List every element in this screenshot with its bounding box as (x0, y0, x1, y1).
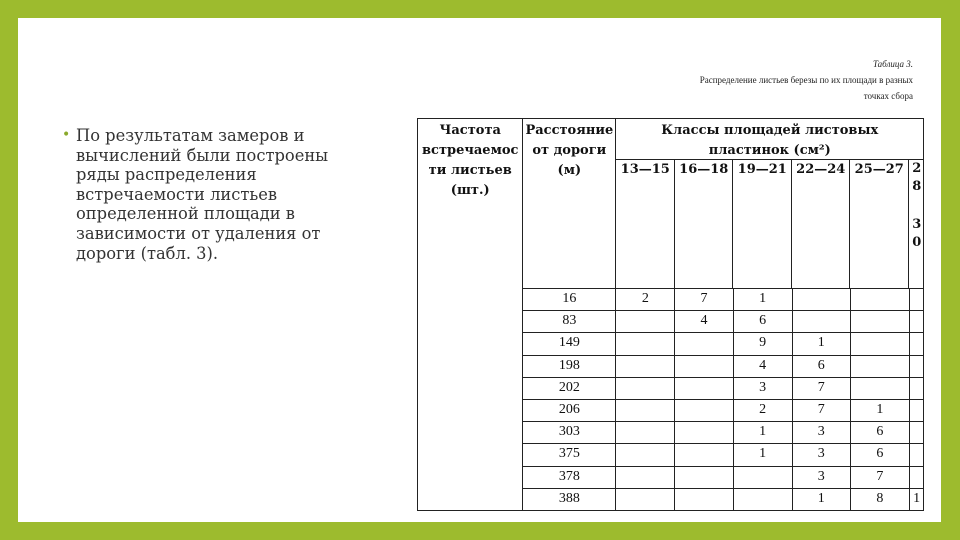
bullet-text: По результатам замеров и вычислений были построены ряды распределения встречаемости листьев определенной площади в зависимости от удаления от дороги (табл. 3). (76, 126, 329, 263)
table-cell: 1 (851, 399, 909, 421)
table-cell (616, 421, 674, 443)
header-distance: Расстояние от дороги (м) (523, 119, 616, 289)
table-cell (616, 488, 674, 510)
table-cell (675, 355, 732, 377)
distribution-table (417, 118, 924, 511)
table-cell (910, 355, 923, 377)
table-cell: 378 (523, 466, 615, 488)
table-cell (734, 488, 792, 510)
table-cell: 202 (523, 377, 615, 399)
table-cell: 6 (851, 443, 909, 465)
bullet-paragraph (62, 126, 376, 263)
class-label: 19—21 (733, 160, 792, 288)
table-cell: 375 (523, 443, 615, 465)
column-19-21 (733, 289, 792, 511)
table-cell (616, 310, 674, 332)
table-cell (851, 289, 909, 310)
table-cell: 7 (793, 399, 850, 421)
slide (18, 18, 941, 522)
table-cell: 3 (793, 443, 850, 465)
table-cell (851, 332, 909, 354)
table-cell: 2 (734, 399, 792, 421)
table-cell (793, 310, 850, 332)
table-cell: 1 (734, 421, 792, 443)
table-cell (616, 466, 674, 488)
table-cell (793, 289, 850, 310)
column-22-24 (792, 289, 850, 511)
table-cell: 1 (910, 488, 923, 510)
table-cell (910, 421, 923, 443)
table-cell (616, 332, 674, 354)
table-cell (616, 377, 674, 399)
distance-column (523, 289, 616, 511)
table-cell: 3 (793, 421, 850, 443)
table-cell (616, 443, 674, 465)
table-cell (910, 399, 923, 421)
table-cell (616, 399, 674, 421)
table-cell: 7 (793, 377, 850, 399)
table-cell (910, 310, 923, 332)
table-cell: 6 (851, 421, 909, 443)
class-label: 22—24 (792, 160, 850, 288)
table-cell (616, 355, 674, 377)
table-cell (675, 399, 732, 421)
table-cell (675, 377, 732, 399)
table-cell: 6 (793, 355, 850, 377)
header-frequency: Частота встречаемос ти листьев (шт.) (418, 119, 523, 289)
table-cell: 1 (759, 291, 767, 306)
table-cell (910, 377, 923, 399)
table-cell: 4 (734, 355, 792, 377)
class-label: 13—15 (616, 160, 675, 288)
header-classes: Классы площадей листовых пластинок (см²) (661, 123, 879, 158)
column-16-18 (675, 289, 733, 511)
caption-line-2: точках сбора (863, 91, 913, 101)
table-cell: 4 (675, 310, 732, 332)
table-cell (675, 466, 732, 488)
table-cell: 149 (523, 332, 615, 354)
caption-line-1: Распределение листьев березы по их площади в разных (699, 75, 913, 85)
table-cell: 2 (641, 291, 649, 306)
table-cell (734, 466, 792, 488)
table-cell (675, 488, 732, 510)
table-cell: 3 (793, 466, 850, 488)
table-cell (675, 443, 732, 465)
table-cell: 6 (734, 310, 792, 332)
table-cell: 3 (734, 377, 792, 399)
table-cell: 198 (523, 355, 615, 377)
table-cell: 1 (734, 443, 792, 465)
table-caption (700, 56, 913, 104)
table-cell: 9 (734, 332, 792, 354)
table-cell (910, 466, 923, 488)
table-cell (910, 332, 923, 354)
table-cell: 388 (523, 488, 615, 510)
table-cell: 83 (523, 310, 615, 332)
table-cell: 1 (793, 332, 850, 354)
table-cell: 303 (523, 421, 615, 443)
table-cell (675, 332, 732, 354)
table-cell: 16 (562, 291, 577, 306)
table-cell: 8 (851, 488, 909, 510)
caption-title: Таблица 3. (872, 59, 913, 69)
table-cell (851, 377, 909, 399)
column-25-27 (850, 289, 909, 511)
class-label: 25—27 (850, 160, 909, 288)
table-cell: 7 (700, 291, 708, 306)
class-label: 3 0 (912, 217, 922, 250)
table-cell (851, 310, 909, 332)
column-13-15 (616, 289, 675, 511)
bullet-icon: • (62, 127, 71, 143)
header-classes-group (616, 119, 924, 289)
class-label: 16—18 (675, 160, 733, 288)
table-cell (675, 421, 732, 443)
table-cell: 7 (851, 466, 909, 488)
table-cell (910, 289, 923, 310)
table-cell (851, 355, 909, 377)
frequency-column (418, 289, 523, 511)
table-cell: 1 (793, 488, 850, 510)
column-28-30 (909, 289, 923, 511)
class-label: 2 8 (912, 161, 922, 194)
table-cell: 206 (523, 399, 615, 421)
table-cell (910, 443, 923, 465)
